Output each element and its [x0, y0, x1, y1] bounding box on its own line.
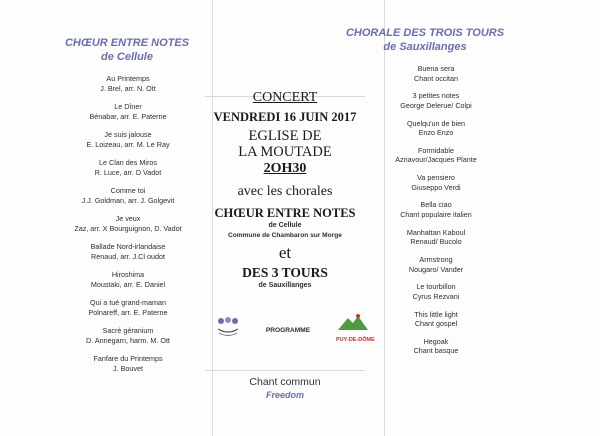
song-credit: Chant gospel [414, 319, 458, 329]
common-song-block [205, 376, 365, 401]
common-song-name: Freedom [265, 390, 304, 400]
song-credit: Renaud, arr. J.Cl oudot [91, 251, 165, 261]
song-title: Manhattan Kaboul [406, 227, 466, 237]
right-song-2 [376, 91, 496, 110]
song-credit: Cyrus Rezvani [412, 291, 460, 301]
song-credit: R. Luce, arr. D Vadot [94, 167, 162, 177]
right-song-8 [376, 255, 496, 274]
choir1-name: CHŒUR ENTRE NOTES [214, 206, 356, 220]
song-title: Va pensiero [417, 173, 455, 183]
programme-label: PROGRAMME [265, 327, 311, 334]
song-credit: Nougaro/ Vander [408, 264, 464, 274]
song-credit: Enzo Enzo [418, 128, 454, 138]
song-credit: Chant occitan [414, 73, 458, 83]
right-song-3 [376, 119, 496, 138]
song-title: Armstrong [419, 255, 453, 265]
puy-de-dome-label: PUY-DE-DÔME [336, 337, 375, 343]
concert-heading: CONCERT [252, 90, 318, 105]
left-song-3 [58, 130, 198, 149]
right-song-9 [376, 282, 496, 301]
left-song-4 [58, 158, 198, 177]
right-choir-subtitle: de Sauxillanges [383, 41, 467, 53]
right-song-7 [376, 228, 496, 247]
left-column [42, 36, 212, 64]
song-credit: Giuseppo Verdi [411, 182, 461, 192]
song-title: Hegoak [423, 336, 449, 346]
song-credit: J. Bouvet [113, 363, 143, 373]
song-credit: Aznavour/Jacques Plante [395, 155, 477, 165]
song-credit: E. Loizeau, arr. M. Le Ray [86, 139, 170, 149]
concert-date: VENDREDI 16 JUIN 2017 [213, 110, 357, 124]
right-song-1 [376, 64, 496, 83]
song-title: Sacré géranium [102, 326, 154, 335]
song-credit: Moustaki, arr. E. Daniel [90, 279, 166, 289]
song-title: Le Clan des Miros [99, 158, 157, 167]
song-title: Hiroshima [111, 270, 145, 279]
song-credit: George Delerue/ Colpi [400, 100, 472, 110]
song-title: Formidable [418, 145, 454, 155]
puy-de-dome-logo [336, 312, 375, 343]
with-choirs: avec les chorales [237, 184, 333, 199]
left-song-9 [58, 298, 198, 317]
song-title: Le Dîner [114, 102, 142, 111]
song-title: Bella ciao [420, 200, 452, 210]
left-song-7 [58, 242, 198, 261]
song-title: Fanfare du Printemps [93, 354, 163, 363]
left-song-1 [58, 74, 198, 93]
right-song-6 [376, 200, 496, 219]
song-title: Buena sera [417, 64, 455, 73]
choir2-name: DES 3 TOURS [242, 265, 328, 280]
center-rule-bottom [205, 370, 365, 371]
song-credit: Renaud/ Bucolo [410, 237, 462, 247]
song-title: Comme toi [110, 186, 146, 195]
song-credit: Chant populaire italien [400, 209, 472, 219]
choir1-place: Commune de Chambaron sur Morge [228, 231, 342, 239]
song-title: Quelqu'un de bien [406, 118, 466, 128]
left-song-2 [58, 102, 198, 121]
right-choir-title: CHORALE DES TROIS TOURS [345, 27, 505, 39]
choir1-subtitle: de Cellule [268, 222, 302, 229]
song-title: This little light [414, 309, 458, 319]
song-credit: J.J. Goldman, arr. J. Golgevit [81, 195, 175, 205]
song-credit: Polnareff, arr. E. Paterne [88, 307, 168, 317]
song-title: 3 petites notes [412, 91, 460, 101]
song-title: Ballade Nord-irlandaise [90, 242, 166, 251]
song-title: Au Printemps [106, 74, 150, 83]
left-song-list [58, 74, 198, 382]
song-credit: D. Annegarn, harm. M. Ott [86, 335, 170, 345]
choir-logo-icon [215, 315, 241, 339]
left-song-6 [58, 214, 198, 233]
left-choir-subtitle: de Cellule [101, 51, 153, 63]
right-song-list [376, 64, 496, 364]
common-song-title: Chant commun [249, 376, 321, 388]
song-title: Je suis jalouse [104, 130, 152, 139]
venue-line-1: EGLISE DE [248, 128, 322, 144]
song-credit: Chant basque [413, 346, 459, 356]
venue-line-2: LA MOUTADE [238, 144, 332, 160]
left-choir-title: CHŒUR ENTRE NOTES [64, 37, 190, 49]
and-text: et [278, 243, 292, 262]
left-song-5 [58, 186, 198, 205]
center-column [205, 90, 365, 291]
left-song-10 [58, 326, 198, 345]
choir2-subtitle: de Sauxillanges [258, 282, 312, 289]
song-credit: Bénabar, arr. E. Paterne [89, 111, 167, 121]
song-title: Je veux [115, 214, 141, 223]
right-song-5 [376, 173, 496, 192]
right-song-4 [376, 146, 496, 165]
song-credit: Zaz, arr. X Bourguignon, D. Vadot [74, 223, 182, 233]
right-song-10 [376, 310, 496, 329]
song-credit: J. Brel, arr. N. Ott [100, 83, 156, 93]
song-title: Le tourbillon [416, 282, 456, 292]
left-song-11 [58, 354, 198, 373]
left-song-8 [58, 270, 198, 289]
right-column [340, 26, 510, 54]
right-song-11 [376, 337, 496, 356]
song-title: Qui a tué grand-maman [90, 298, 166, 307]
concert-time: 2OH30 [263, 161, 307, 176]
